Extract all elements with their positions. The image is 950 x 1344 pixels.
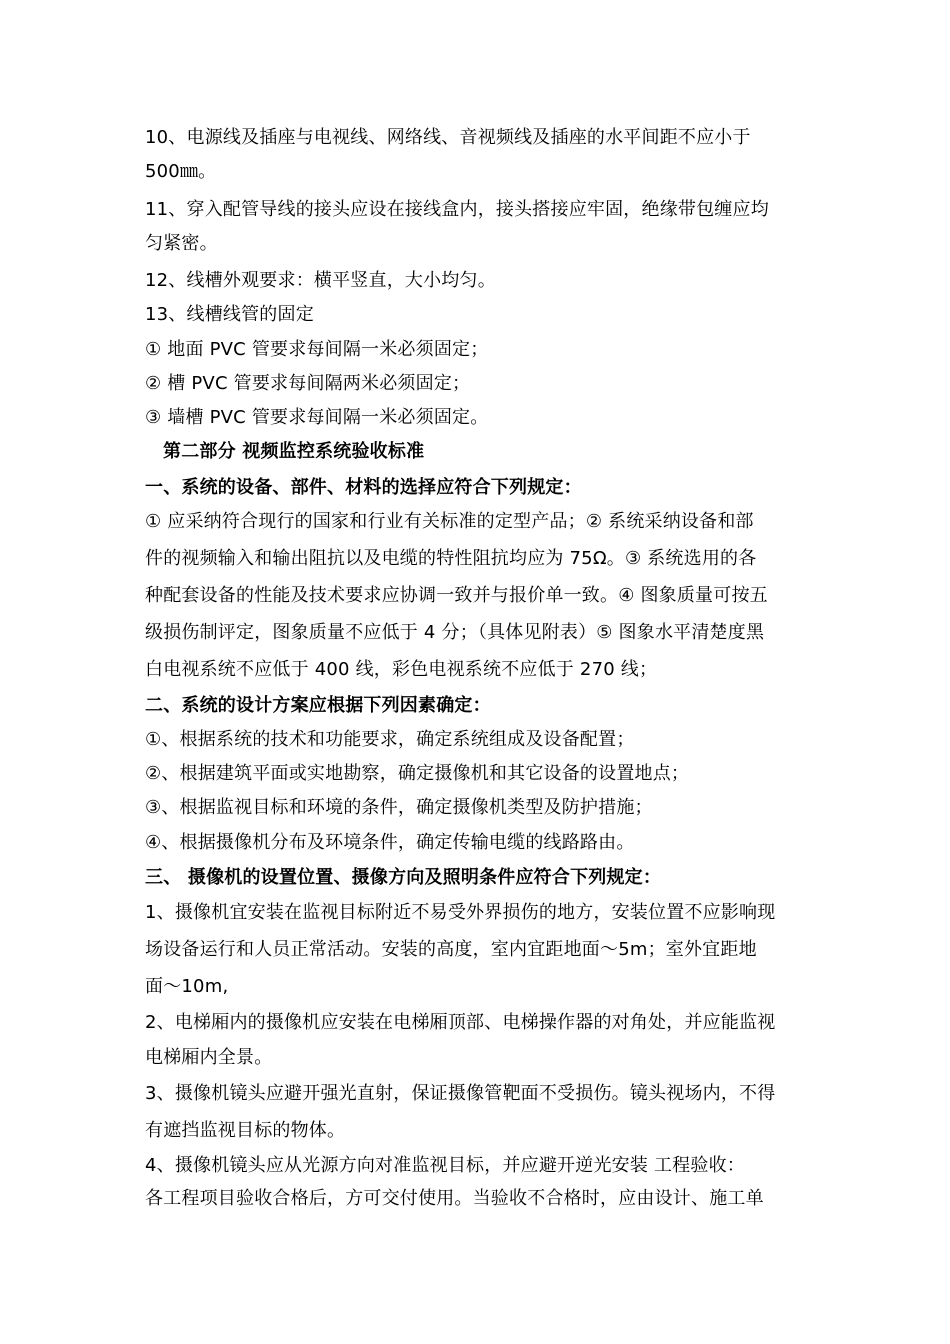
- paragraph-line: 1、摄像机宜安装在监视目标附近不易受外界损伤的地方，安装位置不应影响现: [145, 902, 776, 923]
- paragraph-line: 级损伤制评定，图象质量不应低于 4 分；（具体见附表）⑤ 图象水平清楚度黑: [145, 622, 765, 643]
- paragraph-line: 面～10m,: [145, 976, 229, 997]
- paragraph-line: 3、摄像机镜头应避开强光直射，保证摄像管靶面不受损伤。镜头视场内，不得: [145, 1083, 776, 1104]
- paragraph-line: 有遮挡监视目标的物体。: [145, 1120, 346, 1141]
- list-item: ② 槽 PVC 管要求每间隔两米必须固定；: [145, 373, 471, 394]
- paragraph-line: 电梯厢内全景。: [145, 1047, 273, 1068]
- list-item: ①、根据系统的技术和功能要求，确定系统组成及设备配置；: [145, 729, 635, 750]
- paragraph-line: 4、摄像机镜头应从光源方向对准监视目标，并应避开逆光安装 工程验收：: [145, 1155, 745, 1176]
- section-heading: 三、 摄像机的设置位置、摄像方向及照明条件应符合下列规定：: [145, 867, 662, 888]
- paragraph-line: 各工程项目验收合格后，方可交付使用。当验收不合格时，应由设计、施工单: [145, 1188, 764, 1209]
- paragraph-line: 白电视系统不应低于 400 线，彩色电视系统不应低于 270 线；: [145, 659, 658, 680]
- paragraph-line: 10、电源线及插座与电视线、网络线、音视频线及插座的水平间距不应小于: [145, 127, 751, 148]
- list-item: ③ 墙槽 PVC 管要求每间隔一米必须固定。: [145, 407, 489, 428]
- list-item: ④、根据摄像机分布及环境条件，确定传输电缆的线路路由。: [145, 832, 635, 853]
- paragraph-line: 件的视频输入和输出阻抗以及电缆的特性阻抗均应为 75Ω。③ 系统选用的各: [145, 548, 757, 569]
- part-heading: 第二部分 视频监控系统验收标准: [163, 441, 425, 462]
- section-heading: 二、系统的设计方案应根据下列因素确定：: [145, 695, 491, 716]
- paragraph-line: ① 应采纳符合现行的国家和行业有关标准的定型产品；② 系统采纳设备和部: [145, 511, 754, 532]
- section-heading: 一、系统的设备、部件、材料的选择应符合下列规定：: [145, 477, 582, 498]
- paragraph-line: 2、电梯厢内的摄像机应安装在电梯厢顶部、电梯操作器的对角处，并应能监视: [145, 1012, 776, 1033]
- list-item: ②、根据建筑平面或实地勘察，确定摄像机和其它设备的设置地点；: [145, 763, 690, 784]
- paragraph-line: 500㎜。: [145, 161, 217, 182]
- list-item: ① 地面 PVC 管要求每间隔一米必须固定；: [145, 339, 489, 360]
- paragraph-line: 场设备运行和人员正常活动。安装的高度，室内宜距地面～5m；室外宜距地: [145, 939, 757, 960]
- paragraph-line: 种配套设备的性能及技术要求应协调一致并与报价单一致。④ 图象质量可按五: [145, 585, 768, 606]
- list-item: ③、根据监视目标和环境的条件，确定摄像机类型及防护措施；: [145, 797, 653, 818]
- paragraph-line: 匀紧密。: [145, 233, 218, 254]
- paragraph-line: 13、线槽线管的固定: [145, 304, 314, 325]
- paragraph-line: 11、穿入配管导线的接头应设在接线盒内，接头搭接应牢固，绝缘带包缠应均: [145, 199, 769, 220]
- paragraph-line: 12、线槽外观要求：横平竖直，大小均匀。: [145, 270, 496, 291]
